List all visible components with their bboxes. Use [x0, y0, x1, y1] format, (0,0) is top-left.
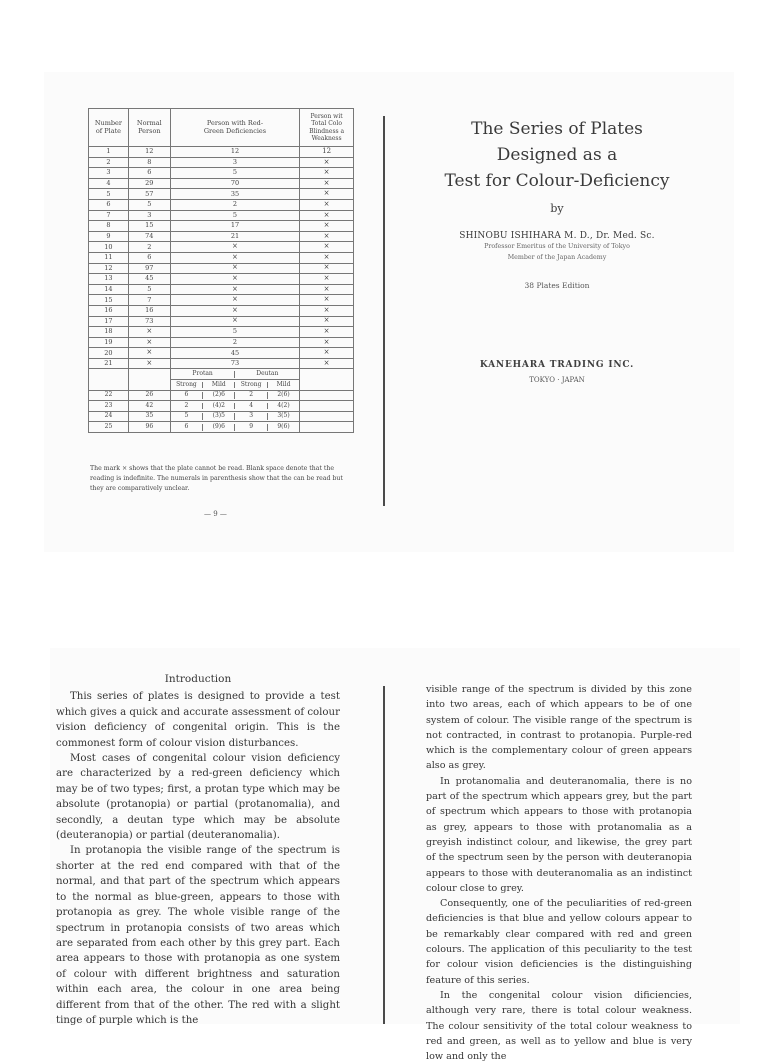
red-green-cell: ×	[170, 305, 299, 316]
deutan-strong-value: 2	[235, 392, 267, 399]
normal-person-cell: 7	[128, 295, 170, 306]
intro-paragraph: Most cases of congenital colour vision deficiency are characterized by a red-green deficiency which may be of two types; first, a protan type which may be absolute (protanopia) or partial (protanomalia), and secondly, a deutan type which may be absolute (deuteranopia) or partial (deuteranomalia).	[56, 753, 340, 842]
normal-person-cell: 12	[128, 147, 170, 158]
normal-person-cell: ×	[128, 348, 170, 359]
top-spine-line	[383, 116, 385, 506]
header-total-colour-blindness: Person wit Total Colo Blindness a Weakness	[300, 109, 354, 147]
red-green-cell: 5	[170, 210, 299, 221]
normal-person-cell: 2	[128, 242, 170, 253]
normal-person-cell: 26	[128, 390, 170, 401]
plate-number-cell: 19	[89, 337, 129, 348]
plate-number-cell: 10	[89, 242, 129, 253]
protan-deutan-values	[170, 390, 299, 401]
table-row	[89, 348, 354, 359]
intro-paragraph: In protanomalia and deuteranomalia, there is no part of the spectrum which appears grey, but the part of spectrum which appears to those with protanopia as grey, appears to those with protanomalia as a greyish indistinct colour, and likewise, the grey part of the spectrum seen by the person with deuteranopia appears to those with deuteranomalia as an indistinct colour close to grey.	[426, 775, 692, 894]
header-red-green-deficiencies: Person with Red- Green Deficiencies	[170, 109, 299, 147]
normal-person-cell: 29	[128, 178, 170, 189]
mild-label: Mild	[203, 382, 235, 389]
total-blindness-cell: ×	[300, 305, 354, 316]
title-line-1: The Series of Plates	[471, 119, 643, 139]
red-green-cell: 5	[170, 168, 299, 179]
table-row	[89, 422, 354, 433]
table-row	[89, 210, 354, 221]
plate-number-cell: 5	[89, 189, 129, 200]
total-blindness-cell: ×	[300, 157, 354, 168]
plate-number-cell: 8	[89, 221, 129, 232]
total-blindness-cell: ×	[300, 327, 354, 338]
plate-number-cell: 13	[89, 274, 129, 285]
red-green-cell: ×	[170, 316, 299, 327]
empty-cell	[300, 369, 354, 390]
table-row	[89, 263, 354, 274]
plate-number-cell: 22	[89, 390, 129, 401]
plate-number-cell: 25	[89, 422, 129, 433]
empty-cell	[300, 411, 354, 422]
deutan-strong-value: 4	[235, 403, 267, 410]
plate-number-cell: 24	[89, 411, 129, 422]
table-row	[89, 295, 354, 306]
normal-person-cell: 35	[128, 411, 170, 422]
table-subheader-row	[89, 369, 354, 380]
normal-person-cell: 5	[128, 199, 170, 210]
deutan-mild-value: 2(6)	[277, 391, 290, 399]
red-green-cell: ×	[170, 263, 299, 274]
total-blindness-cell: ×	[300, 337, 354, 348]
normal-person-cell: 5	[128, 284, 170, 295]
normal-person-cell: 74	[128, 231, 170, 242]
table-row	[89, 337, 354, 348]
page-number: — 9 —	[204, 510, 227, 518]
table-row	[89, 401, 354, 412]
plate-number-cell: 17	[89, 316, 129, 327]
red-green-cell: 70	[170, 178, 299, 189]
normal-person-cell: 8	[128, 157, 170, 168]
protan-strong-value: 6	[171, 392, 203, 399]
plate-number-cell: 1	[89, 147, 129, 158]
plate-number-cell: 23	[89, 401, 129, 412]
protan-strong-value: 6	[171, 424, 203, 431]
protan-mild-value: (9)6	[203, 424, 235, 431]
intro-continuation: visible range of the spectrum is divided by this zone into two areas, each of which appears to be of one system of colour. The visible range of the spectrum is not contracted, in contrast to protanopia. Purple-red which is the complementary colour of green appears also as grey.	[426, 684, 692, 772]
red-green-cell: ×	[170, 295, 299, 306]
intro-paragraph: Consequently, one of the peculiarities of red-green deficiencies is that blue and yellow colours appear to be remarkably clear compared with red and green colours. The application of this peculiarity to the test for colour vision deficiencies is the distinguishing feature of this series.	[426, 898, 692, 986]
plate-number-cell: 16	[89, 305, 129, 316]
red-green-cell: ×	[170, 252, 299, 263]
plate-number-cell: 12	[89, 263, 129, 274]
table-row	[89, 168, 354, 179]
table-row	[89, 305, 354, 316]
author-name: SHINOBU ISHIHARA M. D., Dr. Med. Sc.	[459, 231, 655, 241]
total-blindness-cell: ×	[300, 252, 354, 263]
table-row	[89, 390, 354, 401]
normal-person-cell: 96	[128, 422, 170, 433]
empty-cell	[89, 369, 129, 390]
red-green-cell: 21	[170, 231, 299, 242]
red-green-cell: 35	[170, 189, 299, 200]
plate-number-cell: 15	[89, 295, 129, 306]
normal-person-cell: 16	[128, 305, 170, 316]
header-number-of-plate: Number of Plate	[89, 109, 129, 147]
normal-person-cell: 97	[128, 263, 170, 274]
protan-label: Protan	[171, 371, 236, 378]
table-row	[89, 327, 354, 338]
total-blindness-cell: ×	[300, 199, 354, 210]
edition-label: 38 Plates Edition	[524, 281, 590, 290]
total-blindness-cell: ×	[300, 358, 354, 369]
total-blindness-cell: ×	[300, 284, 354, 295]
bottom-spine-line	[383, 686, 385, 1024]
table-row	[89, 252, 354, 263]
protan-deutan-values	[170, 411, 299, 422]
plate-number-cell: 11	[89, 252, 129, 263]
normal-person-cell: ×	[128, 337, 170, 348]
plate-number-cell: 3	[89, 168, 129, 179]
table-row	[89, 358, 354, 369]
empty-cell	[300, 390, 354, 401]
table-row	[89, 411, 354, 422]
plate-number-cell: 2	[89, 157, 129, 168]
protan-strong-value: 5	[171, 413, 203, 420]
red-green-cell: 3	[170, 157, 299, 168]
total-blindness-cell: ×	[300, 348, 354, 359]
total-blindness-cell: ×	[300, 231, 354, 242]
total-blindness-cell: ×	[300, 221, 354, 232]
normal-person-cell: 73	[128, 316, 170, 327]
normal-person-cell: ×	[128, 327, 170, 338]
red-green-cell: 17	[170, 221, 299, 232]
protan-mild-value: (3)5	[203, 413, 235, 420]
normal-person-cell: 45	[128, 274, 170, 285]
by-label: by	[550, 202, 564, 215]
deutan-mild-value: 3(5)	[277, 412, 290, 420]
total-blindness-cell: ×	[300, 295, 354, 306]
normal-person-cell: 15	[128, 221, 170, 232]
table-footnote: The mark × shows that the plate cannot be read. Blank space denote that the reading is indefinite. The numerals in parenthesis show that the can be read but they are comparatively unclear.	[90, 465, 343, 492]
normal-person-cell: 57	[128, 189, 170, 200]
red-green-cell: 2	[170, 337, 299, 348]
title-line-3: Test for Colour-Deficiency	[444, 171, 670, 191]
plate-results-table	[88, 108, 354, 433]
red-green-cell: 5	[170, 327, 299, 338]
empty-cell	[300, 422, 354, 433]
normal-person-cell: 3	[128, 210, 170, 221]
table-row	[89, 147, 354, 158]
deutan-mild-value: 4(2)	[277, 401, 290, 409]
introduction-right-column	[426, 682, 692, 1064]
protan-strong-value: 2	[171, 403, 203, 410]
plate-number-cell: 6	[89, 199, 129, 210]
total-blindness-cell: ×	[300, 178, 354, 189]
header-normal-person: Normal Person	[128, 109, 170, 147]
publisher-name: KANEHARA TRADING INC.	[479, 360, 635, 370]
table-row	[89, 274, 354, 285]
total-blindness-cell: ×	[300, 263, 354, 274]
table-row	[89, 199, 354, 210]
table-row	[89, 242, 354, 253]
empty-cell	[128, 369, 170, 390]
plate-number-cell: 4	[89, 178, 129, 189]
protan-mild-value: (2)6	[203, 392, 235, 399]
intro-paragraph: In protanopia the visible range of the spectrum is shorter at the red end compared with that of the normal, and that part of the spectrum which appears to the normal as blue-green, appears to those with protanopia as grey. The whole visible range of the spectrum in protanopia consists of two areas which are separated from each other by this grey part. Each area appears to those with protanopia as one system of colour with different brightness and saturation within each area, the colour in one area being different from that of the other. The red with a slight tinge of purple which is the	[56, 845, 340, 1026]
total-blindness-cell: ×	[300, 189, 354, 200]
red-green-cell: ×	[170, 284, 299, 295]
total-blindness-cell: ×	[300, 210, 354, 221]
normal-person-cell: 6	[128, 252, 170, 263]
plate-number-cell: 14	[89, 284, 129, 295]
plate-number-cell: 7	[89, 210, 129, 221]
protan-mild-value: (4)2	[203, 403, 235, 410]
plate-number-cell: 9	[89, 231, 129, 242]
plate-number-cell: 20	[89, 348, 129, 359]
red-green-cell: 2	[170, 199, 299, 210]
red-green-cell: 45	[170, 348, 299, 359]
deutan-strong-value: 3	[235, 413, 267, 420]
strong-label: Strong	[171, 382, 203, 389]
total-blindness-cell: ×	[300, 168, 354, 179]
affiliation-line-2: Member of the Japan Academy	[507, 254, 607, 261]
introduction-heading: Introduction	[164, 673, 232, 685]
total-blindness-cell: ×	[300, 316, 354, 327]
deutan-mild-value: 9(6)	[277, 422, 290, 430]
table-row	[89, 284, 354, 295]
table-row	[89, 178, 354, 189]
publisher-city: TOKYO · JAPAN	[529, 376, 585, 384]
table-row	[89, 231, 354, 242]
total-blindness-cell: ×	[300, 242, 354, 253]
normal-person-cell: 6	[128, 168, 170, 179]
introduction-left-column	[56, 672, 340, 1028]
table-row	[89, 189, 354, 200]
normal-person-cell: ×	[128, 358, 170, 369]
red-green-cell: ×	[170, 274, 299, 285]
intro-paragraph: This series of plates is designed to provide a test which gives a quick and accurate assessment of colour vision deficiency of congenital origin. This is the commonest form of colour vision disturbances.	[56, 691, 340, 749]
strong-label: Strong	[235, 382, 267, 389]
mild-label: Mild	[276, 380, 291, 388]
affiliation-line-1: Professor Emeritus of the University of Tokyo	[484, 243, 630, 250]
total-blindness-cell: ×	[300, 274, 354, 285]
red-green-cell: ×	[170, 242, 299, 253]
deutan-strong-value: 9	[235, 424, 267, 431]
protan-deutan-values	[170, 422, 299, 433]
protan-deutan-values	[170, 401, 299, 412]
plate-number-cell: 18	[89, 327, 129, 338]
table-row	[89, 221, 354, 232]
table-row	[89, 157, 354, 168]
deutan-label: Deutan	[256, 369, 279, 377]
red-green-cell: 12	[170, 147, 299, 158]
strong-mild-header	[170, 380, 299, 391]
empty-cell	[300, 401, 354, 412]
title-line-2: Designed as a	[496, 145, 618, 165]
plate-number-cell: 21	[89, 358, 129, 369]
intro-paragraph: In the congenital colour vision dificiencies, although very rare, there is total colour weakness. The colour sensitivity of the total colour weakness to red and green, as well as to yellow and blue is very low and only the	[426, 989, 692, 1063]
red-green-cell: 73	[170, 358, 299, 369]
total-blindness-cell: 12	[300, 147, 354, 158]
table-row	[89, 316, 354, 327]
protan-deutan-header	[170, 369, 299, 380]
title-page	[432, 116, 682, 384]
normal-person-cell: 42	[128, 401, 170, 412]
